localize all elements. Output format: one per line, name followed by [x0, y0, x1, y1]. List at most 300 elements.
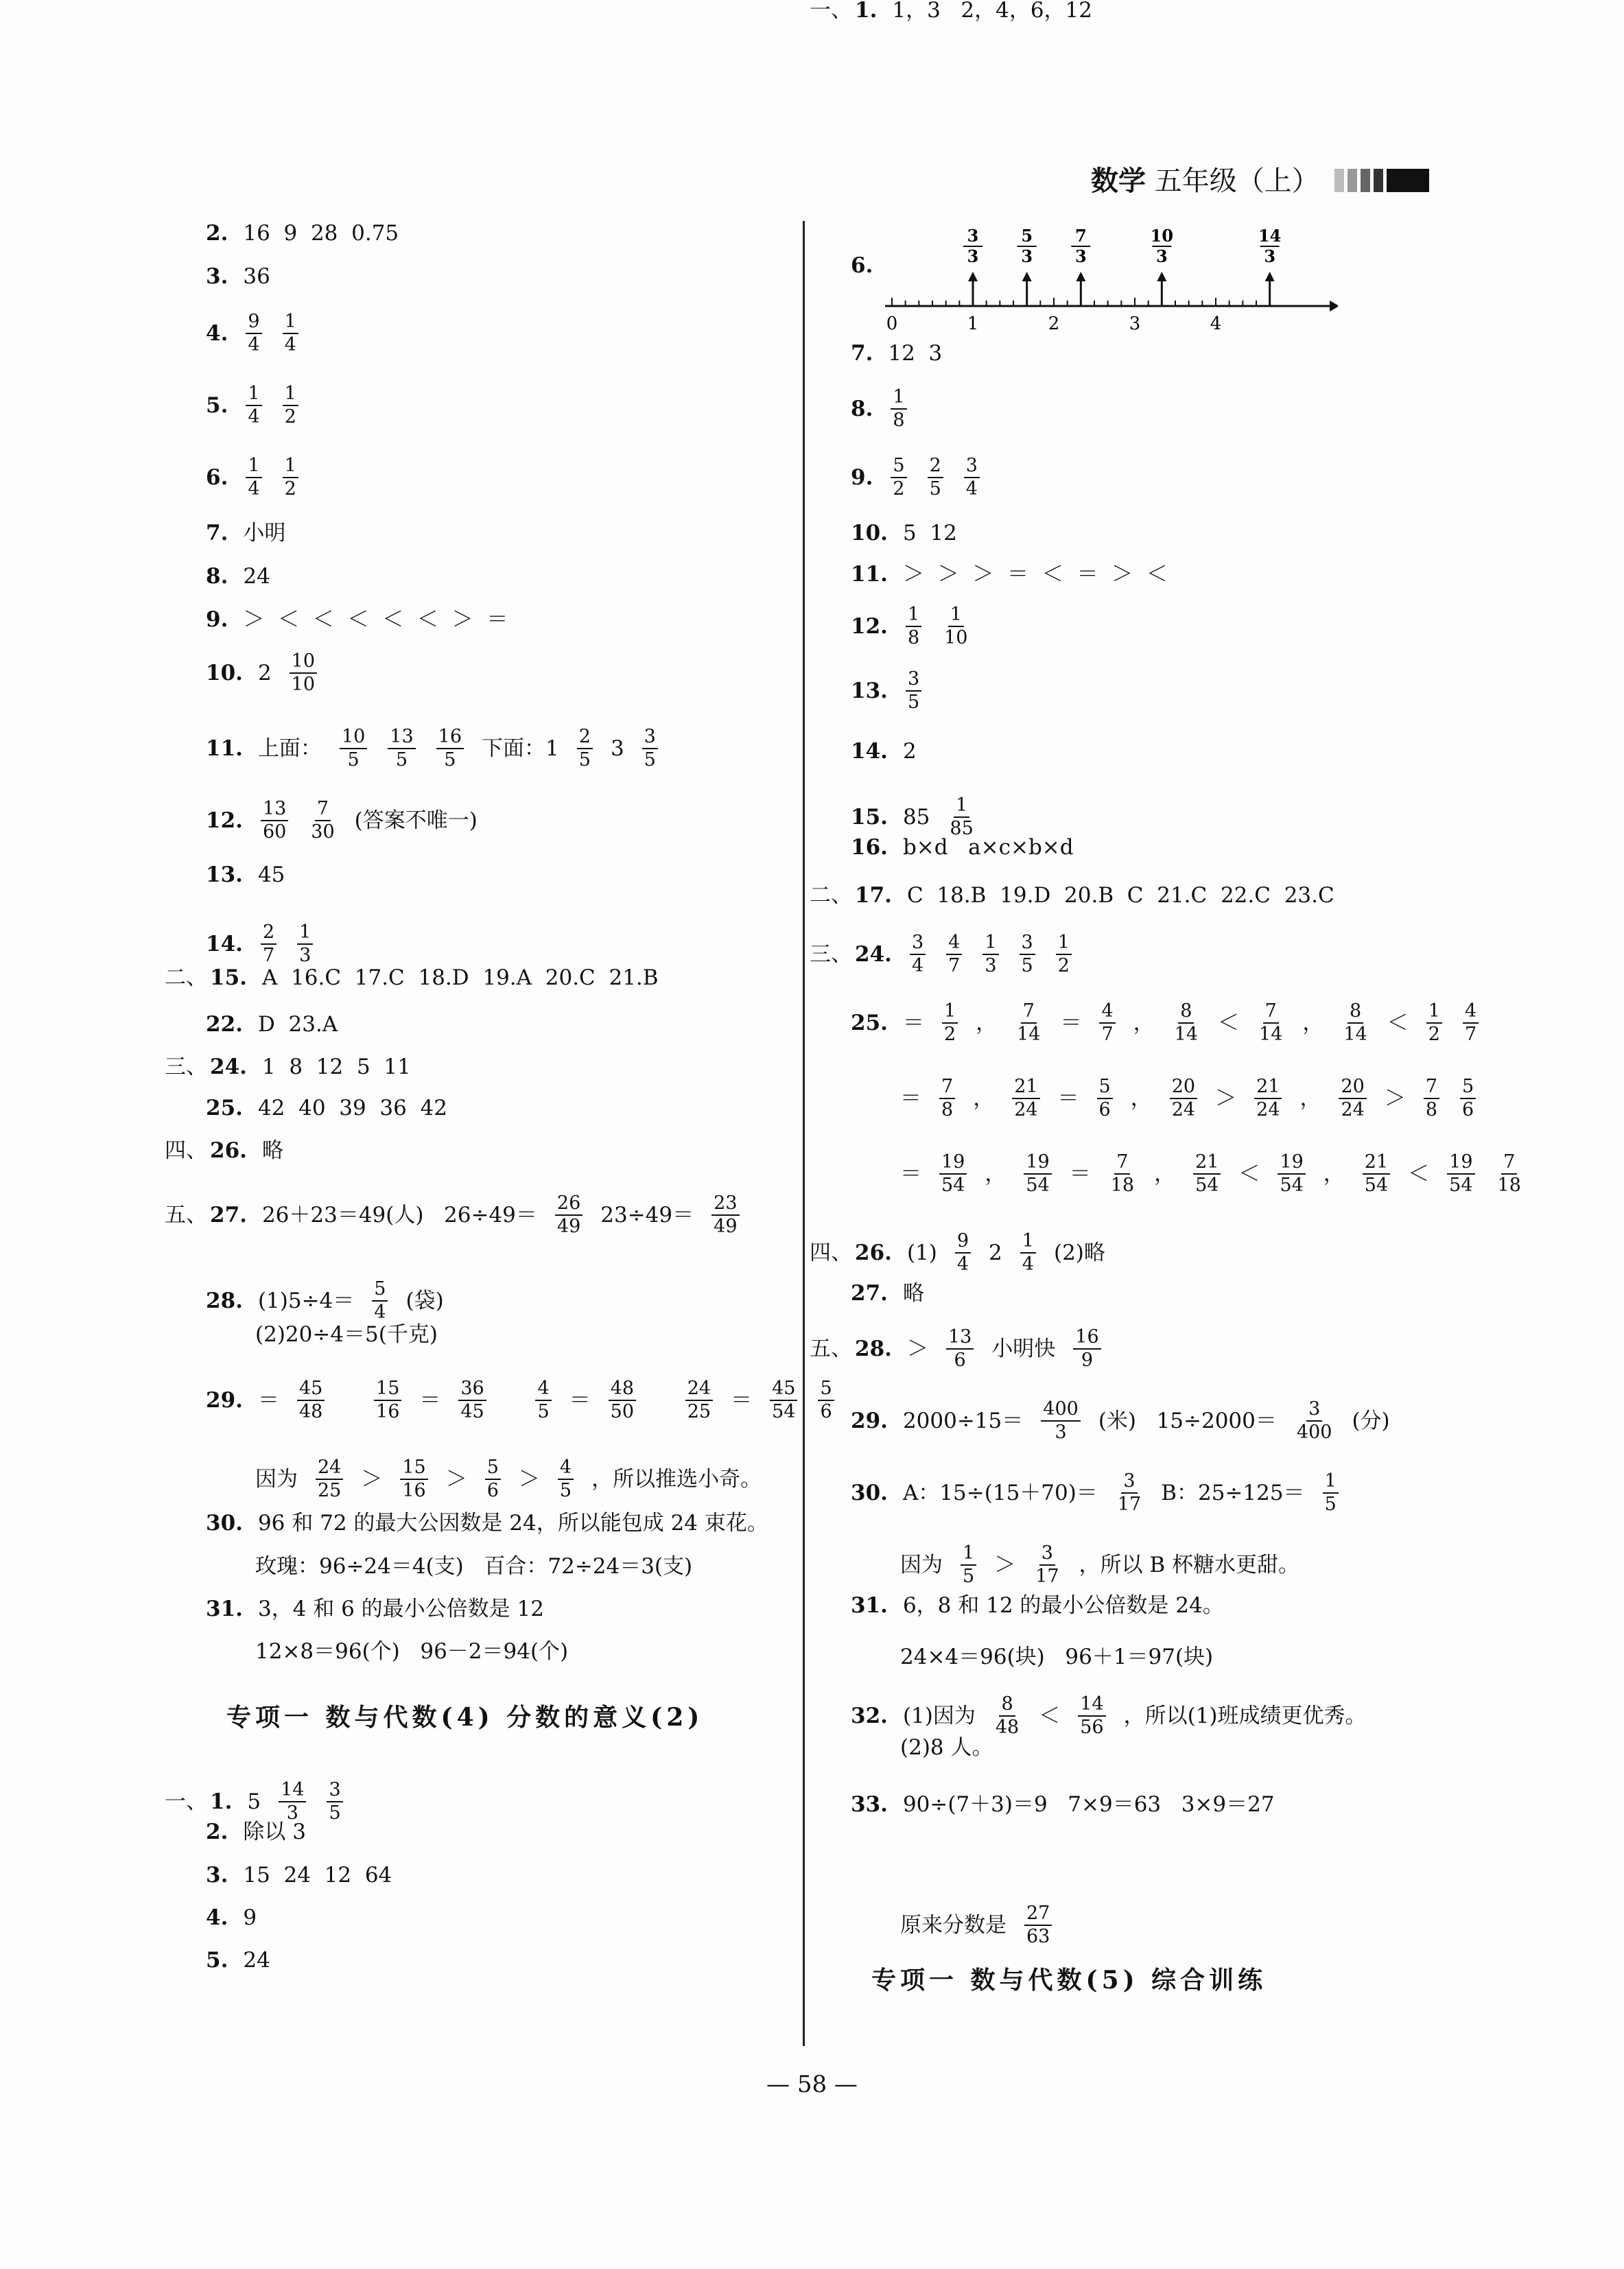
- fraction: [964, 456, 980, 499]
- answer-line: [851, 388, 910, 431]
- answer-line: [851, 1472, 1341, 1515]
- question-number: 17.: [855, 883, 892, 908]
- fraction: [283, 384, 298, 427]
- answer-line: [240, 1458, 762, 1501]
- answer-text: ＞: [906, 1336, 928, 1361]
- answer-text: 42 40 39 36 42: [257, 1096, 448, 1120]
- question-number: 8.: [206, 564, 228, 589]
- numerator: 20: [1170, 1077, 1197, 1099]
- section-title: 专项一 数与代数(4) 分数的意义(2): [226, 1703, 704, 1732]
- fraction: [1341, 1002, 1369, 1045]
- answer-text: ，所以推选小奇。: [591, 1466, 762, 1492]
- question-number: 27.: [851, 1281, 888, 1306]
- fraction: [942, 1002, 958, 1045]
- denominator: 6: [1098, 1099, 1111, 1121]
- denominator: 63: [1026, 1926, 1050, 1948]
- numerator: 3: [642, 727, 658, 749]
- part-label: 五、: [165, 1202, 207, 1227]
- fraction: [1033, 1544, 1061, 1587]
- fraction: [1097, 1077, 1113, 1120]
- numerator: 21: [1363, 1153, 1390, 1175]
- denominator: 17: [1035, 1566, 1059, 1588]
- answer-line: [851, 837, 1074, 858]
- answer-text: 23÷49＝: [600, 1202, 694, 1227]
- fraction: [297, 1379, 325, 1422]
- numerator: 4: [1099, 1002, 1115, 1024]
- question-number: 16.: [851, 835, 888, 860]
- denominator: 8: [907, 627, 920, 649]
- part-label: 一、: [165, 1789, 207, 1814]
- denominator: 50: [610, 1401, 634, 1423]
- numerator: 3: [910, 933, 926, 955]
- denominator: 48: [298, 1401, 323, 1423]
- answer-line: [810, 1328, 1104, 1371]
- question-number: 4.: [206, 320, 228, 346]
- numerator: 1: [283, 312, 298, 334]
- number-line: [885, 226, 1338, 336]
- answer-text: 12 3: [888, 341, 943, 366]
- fraction: [297, 923, 313, 966]
- numerator: 1: [246, 456, 261, 478]
- denominator: 10: [944, 627, 968, 649]
- numerator: 13: [946, 1328, 974, 1350]
- fraction: [1170, 1077, 1197, 1120]
- numerator: 8: [1348, 1002, 1363, 1024]
- question-number: 24.: [210, 1055, 247, 1079]
- page-number: — 58 —: [766, 2071, 858, 2098]
- question-number: 1.: [855, 0, 878, 23]
- number-line-arrowhead: [1330, 301, 1338, 311]
- question-number: 3.: [206, 264, 228, 289]
- answer-line: [851, 564, 1168, 585]
- question-number: 15.: [210, 965, 247, 990]
- numerator: 7: [1263, 1002, 1279, 1024]
- section-title: 专项一 数与代数(5) 综合训练: [871, 1966, 1267, 1995]
- answer-text: ，: [1133, 1010, 1155, 1035]
- denominator: 5: [347, 749, 360, 771]
- answer-text: ，: [985, 1161, 1007, 1186]
- numerator: 23: [711, 1194, 739, 1216]
- denominator: 4: [956, 1254, 969, 1275]
- answer-text: 9: [243, 1905, 257, 1930]
- numerator: 1: [283, 456, 298, 478]
- denominator: 5: [963, 1566, 975, 1588]
- question-number: 14.: [206, 931, 243, 956]
- answer-text: 下面：1: [482, 736, 559, 761]
- numerator: 3: [964, 456, 980, 478]
- answer-text: ＞: [1215, 1085, 1237, 1111]
- numerator: 21: [1012, 1077, 1039, 1099]
- part-label: 四、: [810, 1240, 852, 1265]
- answer-text: (2)20÷4＝5(千克): [255, 1322, 438, 1347]
- denominator: 8: [941, 1099, 954, 1121]
- part-label: 三、: [810, 941, 852, 967]
- fraction: [1323, 1472, 1339, 1515]
- arrow-numerator: 5: [1021, 226, 1033, 246]
- numerator: 7: [1424, 1077, 1439, 1099]
- answer-text: 因为: [900, 1552, 943, 1577]
- denominator: 6: [486, 1480, 499, 1502]
- numerator: 14: [279, 1780, 306, 1802]
- fraction: [1363, 1153, 1390, 1196]
- answer-line: [206, 1513, 768, 1534]
- answer-text: (1)因为: [902, 1703, 976, 1728]
- answer-line: [851, 741, 917, 762]
- answer-text: 12×8＝96(个) 96－2＝94(个): [255, 1639, 569, 1664]
- numerator: 19: [1024, 1153, 1051, 1175]
- answer-line: [851, 1794, 1275, 1815]
- answer-line: [206, 312, 301, 355]
- fraction: [993, 1695, 1021, 1738]
- answer-text: (米) 15÷2000＝: [1098, 1408, 1277, 1433]
- numerator: 1: [1426, 1002, 1442, 1024]
- number-line-arrow: [1151, 226, 1173, 306]
- denominator: 4: [374, 1302, 386, 1324]
- fraction: [939, 1153, 967, 1196]
- answer-line: [206, 266, 270, 287]
- answer-text: ，: [1323, 1161, 1345, 1186]
- answer-text: 96 和 72 的最大公因数是 24，所以能包成 24 束花。: [257, 1511, 768, 1536]
- answer-line: [206, 609, 508, 631]
- question-number: 6.: [851, 253, 873, 278]
- question-number: 8.: [851, 396, 873, 421]
- numerator: 1: [982, 933, 998, 955]
- arrow-denominator: 3: [967, 246, 979, 266]
- answer-text: 5 12: [902, 521, 957, 545]
- fraction: [374, 1379, 401, 1422]
- question-number: 11.: [206, 736, 243, 761]
- answer-text: 玫瑰：96÷24＝4(支) 百合：72÷24＝3(支): [255, 1554, 693, 1579]
- numerator: 27: [1024, 1904, 1052, 1926]
- part-label: 五、: [810, 1336, 852, 1361]
- fraction: [770, 1379, 797, 1422]
- numerator: 7: [1021, 1002, 1037, 1024]
- fraction: [942, 605, 969, 648]
- fraction: [1020, 1232, 1036, 1275]
- numerator: 2: [928, 456, 943, 478]
- answer-text: 90÷(7＋3)＝9 7×9＝63 3×9＝27: [902, 1792, 1275, 1817]
- denominator: 14: [1259, 1024, 1283, 1046]
- fraction: [609, 1379, 636, 1422]
- fraction: [906, 670, 921, 713]
- fraction: [939, 1077, 955, 1120]
- fraction: [1173, 1002, 1200, 1045]
- denominator: 5: [1021, 955, 1033, 977]
- fraction: [1073, 1328, 1101, 1371]
- question-number: 24.: [855, 941, 892, 967]
- fraction: [246, 384, 261, 427]
- denominator: 25: [318, 1480, 342, 1502]
- answer-text: ＞: [445, 1466, 467, 1492]
- denominator: 5: [578, 749, 591, 771]
- numerator: 26: [555, 1194, 582, 1216]
- question-number: 3.: [206, 1863, 228, 1888]
- answer-line: [240, 1556, 692, 1577]
- fraction: [1056, 933, 1072, 976]
- numerator: 7: [1114, 1153, 1130, 1175]
- answer-text: [342, 1390, 356, 1411]
- answer-line: [206, 523, 285, 544]
- answer-line: [851, 1283, 924, 1304]
- answer-text: 45: [257, 862, 285, 887]
- answer-line: [240, 1641, 568, 1662]
- arrow-denominator: 3: [1264, 246, 1276, 266]
- fraction: [818, 1379, 834, 1422]
- question-number: 28.: [855, 1336, 892, 1361]
- answer-line: [206, 923, 316, 966]
- answer-text: ＞ ＞ ＞ ＝ ＜ ＝ ＞ ＜: [902, 562, 1168, 587]
- denominator: 6: [1462, 1099, 1474, 1121]
- fraction: [910, 933, 926, 976]
- answer-text: 因为: [255, 1466, 298, 1492]
- answer-text: 24: [243, 564, 270, 589]
- numerator: 21: [1193, 1153, 1221, 1175]
- numerator: 1: [891, 388, 906, 410]
- answer-line: [851, 1002, 1481, 1045]
- answer-text: [504, 1390, 518, 1411]
- denominator: 400: [1296, 1422, 1332, 1444]
- question-number: 7.: [851, 341, 873, 366]
- denominator: 5: [444, 749, 456, 771]
- numerator: 13: [388, 727, 415, 749]
- numerator: 5: [1460, 1077, 1476, 1099]
- numerator: 16: [436, 727, 464, 749]
- answer-line: [206, 652, 320, 695]
- numerator: 1: [246, 384, 261, 406]
- denominator: 45: [460, 1401, 484, 1423]
- denominator: 4: [965, 478, 978, 500]
- question-number: 10.: [206, 660, 243, 685]
- denominator: 8: [1425, 1099, 1437, 1121]
- question-number: 32.: [851, 1703, 888, 1728]
- numerator: 1: [954, 796, 969, 818]
- numerator: 20: [1339, 1077, 1366, 1099]
- answer-text: 略: [902, 1281, 924, 1306]
- answer-line: [206, 1098, 447, 1119]
- denominator: 5: [929, 478, 941, 500]
- fraction: [372, 1280, 388, 1323]
- question-number: 29.: [206, 1387, 243, 1413]
- answer-line: [885, 1904, 1055, 1947]
- question-number: 7.: [206, 521, 228, 545]
- question-number: 12.: [206, 808, 243, 833]
- part-label: 四、: [165, 1138, 207, 1163]
- numerator: 14: [1078, 1695, 1105, 1717]
- arrow-numerator: 3: [967, 226, 979, 246]
- question-number: 9.: [851, 465, 873, 490]
- answer-line: [206, 566, 270, 587]
- fraction: [685, 1379, 713, 1422]
- question-number: 2.: [206, 1820, 228, 1844]
- fraction: [1193, 1153, 1221, 1196]
- question-number: 31.: [206, 1597, 243, 1621]
- denominator: 85: [950, 818, 974, 840]
- denominator: 8: [893, 410, 905, 432]
- fraction: [279, 1780, 306, 1824]
- denominator: 49: [714, 1216, 738, 1238]
- numerator: 24: [685, 1379, 713, 1401]
- denominator: 60: [262, 821, 287, 843]
- answer-text: 36: [243, 264, 270, 289]
- fraction: [283, 456, 298, 499]
- numerator: 13: [261, 799, 288, 821]
- answer-text: 原来分数是: [900, 1912, 1007, 1938]
- answer-text: 24: [243, 1948, 270, 1973]
- answer-text: ＜: [1039, 1703, 1061, 1728]
- denominator: 2: [1428, 1024, 1440, 1046]
- fraction: [1278, 1153, 1305, 1196]
- denominator: 7: [262, 945, 275, 967]
- answer-line: [206, 799, 478, 843]
- numerator: 7: [315, 799, 331, 821]
- denominator: 25: [687, 1401, 711, 1423]
- answer-text: ＝: [257, 1387, 279, 1413]
- numerator: 1: [961, 1544, 976, 1566]
- numerator: 4: [1463, 1002, 1479, 1024]
- question-number: 9.: [206, 607, 228, 632]
- denominator: 48: [995, 1717, 1020, 1739]
- numerator: 5: [1097, 1077, 1113, 1099]
- numerator: 15: [400, 1458, 427, 1480]
- answer-line: [885, 1647, 1213, 1668]
- fraction: [961, 1544, 976, 1587]
- answer-text: ＜: [1218, 1010, 1240, 1035]
- fraction: [1426, 1002, 1442, 1045]
- numerator: 9: [955, 1232, 971, 1254]
- numerator: 36: [458, 1379, 486, 1401]
- fraction: [458, 1379, 486, 1422]
- answer-line: [206, 1950, 270, 1971]
- denominator: 18: [1497, 1175, 1521, 1197]
- question-number: 33.: [851, 1792, 888, 1817]
- numerator: 9: [246, 312, 261, 334]
- number-line-label: 3: [1129, 314, 1141, 334]
- numerator: 3: [1039, 1544, 1055, 1566]
- arrow-numerator: 10: [1150, 226, 1174, 246]
- answer-line: [851, 670, 924, 713]
- denominator: 24: [1256, 1099, 1280, 1121]
- fraction: [1099, 1002, 1115, 1045]
- fraction: [948, 796, 975, 839]
- answer-text: 除以 3: [243, 1820, 306, 1844]
- denominator: 5: [537, 1401, 550, 1423]
- number-line-label: 4: [1210, 314, 1222, 334]
- denominator: 17: [1117, 1494, 1142, 1516]
- answer-text: ＜: [1408, 1161, 1430, 1186]
- fraction: [535, 1379, 551, 1422]
- answer-line: [165, 1140, 283, 1162]
- denominator: 54: [941, 1175, 965, 1197]
- denominator: 2: [1057, 955, 1070, 977]
- fraction: [558, 1458, 574, 1501]
- numerator: 3: [1306, 1400, 1322, 1422]
- denominator: 5: [329, 1802, 341, 1824]
- page-header: [1091, 159, 1429, 199]
- numerator: 3: [1121, 1472, 1137, 1494]
- fraction: [1447, 1153, 1474, 1196]
- answer-line: [810, 1232, 1105, 1275]
- answer-line: [885, 1737, 993, 1759]
- question-number: 30.: [206, 1511, 243, 1536]
- denominator: 54: [1195, 1175, 1219, 1197]
- answer-line: [885, 1077, 1479, 1120]
- answer-text: ＜: [1387, 1010, 1409, 1035]
- fraction: [436, 727, 464, 771]
- answer-text: ＞: [361, 1466, 383, 1492]
- denominator: 5: [1324, 1494, 1337, 1516]
- answer-text: 2: [257, 660, 272, 685]
- numerator: 24: [316, 1458, 343, 1480]
- number-line-arrow: [963, 226, 982, 306]
- denominator: 2: [284, 478, 296, 500]
- question-number: 6.: [206, 465, 228, 490]
- fraction: [946, 933, 962, 976]
- column-divider: [803, 221, 805, 2046]
- denominator: 54: [772, 1401, 796, 1423]
- fraction: [906, 605, 921, 648]
- answer-text: ，: [976, 1010, 998, 1035]
- fraction: [1116, 1472, 1143, 1515]
- numerator: 1: [906, 605, 921, 627]
- numerator: 4: [946, 933, 962, 955]
- numerator: 5: [818, 1379, 834, 1401]
- fraction: [982, 933, 998, 976]
- denominator: 24: [1014, 1099, 1038, 1121]
- denominator: 7: [1101, 1024, 1114, 1046]
- denominator: 5: [395, 749, 408, 771]
- numerator: 5: [485, 1458, 501, 1480]
- question-number: 13.: [206, 862, 243, 887]
- denominator: 10: [291, 674, 316, 696]
- fraction: [642, 727, 658, 771]
- numerator: 48: [609, 1379, 636, 1401]
- answer-text: ＝: [1057, 1085, 1079, 1111]
- denominator: 54: [1449, 1175, 1473, 1197]
- denominator: 14: [1343, 1024, 1367, 1046]
- numerator: 1: [1020, 1232, 1036, 1254]
- question-number: 12.: [851, 613, 888, 639]
- fraction: [1257, 1002, 1284, 1045]
- answer-line: [206, 1865, 392, 1886]
- fraction: [261, 799, 288, 843]
- answer-text: ＜: [1238, 1161, 1260, 1186]
- answer-text: A 16.C 17.C 18.D 19.A 20.C 21.B: [261, 965, 659, 990]
- answer-line: [206, 1907, 257, 1929]
- answer-text: 16 9 28 0.75: [243, 221, 399, 246]
- fraction: [327, 1780, 342, 1824]
- answer-text: 6，8 和 12 的最小公倍数是 24。: [902, 1593, 1224, 1618]
- numerator: 4: [558, 1458, 574, 1480]
- fraction: [1020, 933, 1035, 976]
- fraction: [1424, 1077, 1439, 1120]
- answer-line: [165, 1194, 742, 1237]
- answer-line: [851, 1400, 1390, 1443]
- answer-text: 2: [989, 1240, 1002, 1265]
- numerator: 8: [999, 1695, 1015, 1717]
- denominator: 30: [311, 821, 335, 843]
- answer-text: b×d a×c×b×d: [902, 835, 1074, 860]
- fraction: [1024, 1904, 1052, 1947]
- fraction: [1015, 1002, 1042, 1045]
- answer-text: 26＋23＝49(人) 26÷49＝: [261, 1202, 537, 1227]
- denominator: 18: [1110, 1175, 1135, 1197]
- numerator: 10: [340, 727, 367, 749]
- fraction: [400, 1458, 427, 1501]
- answer-text: B：25÷125＝: [1161, 1480, 1305, 1505]
- fraction: [1339, 1077, 1366, 1120]
- numerator: 400: [1041, 1400, 1081, 1422]
- answer-line: [206, 1822, 306, 1843]
